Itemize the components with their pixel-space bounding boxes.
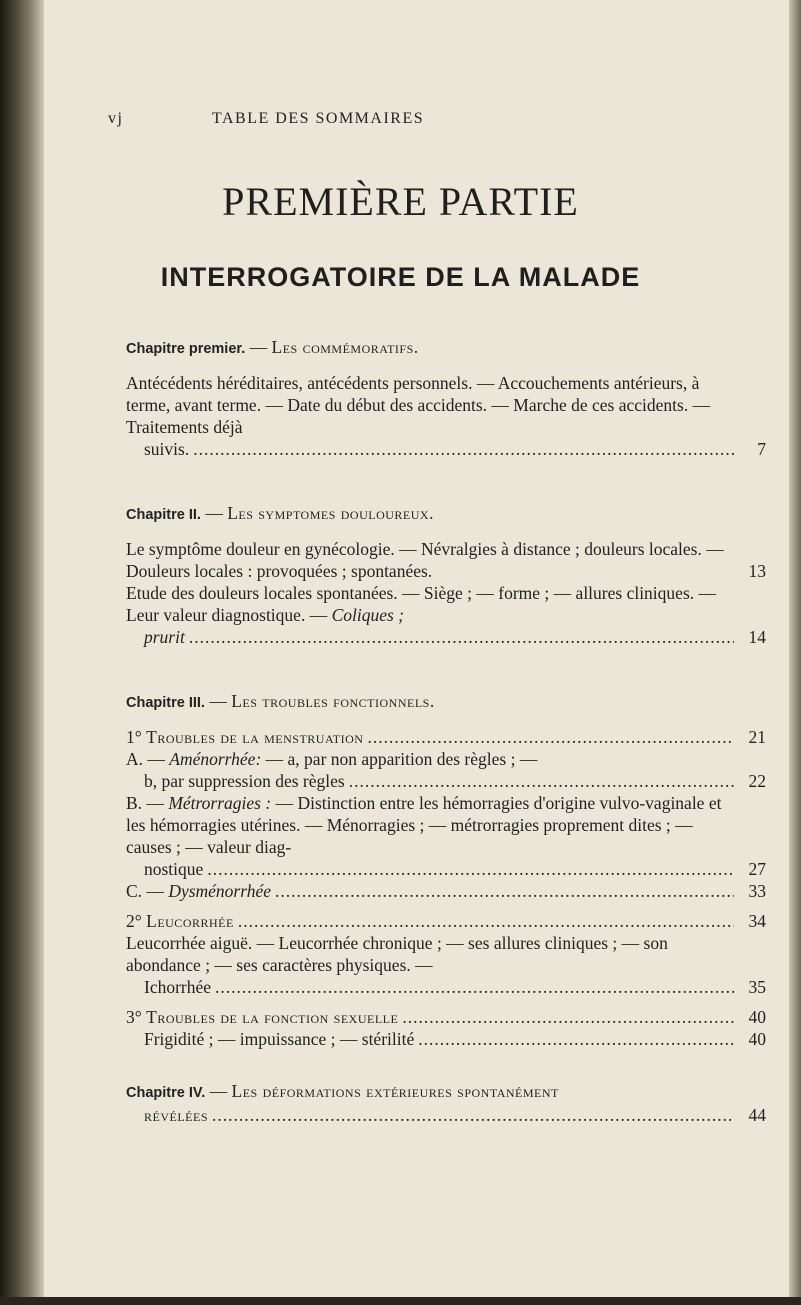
page-number: vj xyxy=(108,110,124,127)
toc-entry xyxy=(126,910,766,932)
entry-page: 13 xyxy=(748,561,766,581)
dot-leader xyxy=(215,976,734,998)
entry-page: 40 xyxy=(748,1029,766,1049)
entry-text: Antécédents héréditaires, antécédents personnels. — Accouchements antérieurs, à terme, avant terme. — Date du début des accidents. — Marche de ces accidents. — Traitements déjà xyxy=(126,373,711,437)
chapter-title: Les symptomes douloureux. xyxy=(227,503,434,523)
section-title: Troubles de la fonction sexuelle xyxy=(146,1007,399,1027)
section-number: 2° xyxy=(126,911,142,931)
dot-leader xyxy=(193,438,734,460)
entry-text-italic: Métrorragies : xyxy=(168,793,272,813)
chapter-label: Chapitre IV. xyxy=(126,1085,206,1101)
entry-text-last: b, par suppression des règles xyxy=(144,771,345,791)
entry-page: 40 xyxy=(748,1007,766,1027)
entry-page: 35 xyxy=(748,977,766,997)
page-edge-bottom xyxy=(0,1297,801,1305)
dot-leader xyxy=(189,626,734,648)
entry-page: 7 xyxy=(757,439,766,459)
toc-entry xyxy=(126,880,766,902)
chapter-title: Les déformations extérieures spontanément xyxy=(231,1081,559,1101)
entry-text: — Distinction entre les hémorragies d'origine vulvo-vaginale et les hémorragies utérines. — Ménorragies ; — métrorragies proprement dites ; — causes ; — valeur diag- xyxy=(126,793,722,857)
entry-prefix: A. — xyxy=(126,749,165,769)
chapter-title: Les commémoratifs. xyxy=(271,337,419,357)
dot-leader xyxy=(418,1028,734,1050)
section-title: Troubles de la menstruation xyxy=(146,727,364,747)
entry-text: Frigidité ; — impuissance ; — stérilité xyxy=(144,1029,415,1049)
toc-entry xyxy=(126,792,766,880)
entry-text-last: nostique xyxy=(144,859,204,879)
chapter-label: Chapitre III. xyxy=(126,695,205,711)
dot-leader xyxy=(238,910,734,932)
dot-leader xyxy=(275,880,734,902)
section-number: 3° xyxy=(126,1007,142,1027)
toc-entry xyxy=(126,1028,766,1050)
entry-text-italic: Dysménorrhée xyxy=(168,881,272,901)
section-number: 1° xyxy=(126,727,142,747)
toc-entry xyxy=(126,372,766,460)
dot-leader xyxy=(367,726,734,748)
entry-text: Le symptôme douleur en gynécologie. — Névralgies à distance ; douleurs locales. — Douleurs locales : provoquées ; spontanées. xyxy=(126,539,724,581)
section-title: INTERROGATOIRE DE LA MALADE xyxy=(160,262,641,292)
entry-page: 21 xyxy=(748,727,766,747)
chapter-title: Les troubles fonctionnels. xyxy=(231,691,435,711)
toc-entry xyxy=(126,538,766,582)
chapter-label: Chapitre premier. xyxy=(126,341,246,357)
toc-entry xyxy=(126,726,766,748)
chapter-3-heading: Chapitre III. — Les troubles fonctionnels. xyxy=(126,691,435,711)
entry-text-italic: Aménorrhée: xyxy=(169,749,262,769)
entry-prefix: B. — xyxy=(126,793,164,813)
chapter-1-heading: Chapitre premier. — Les commémoratifs. xyxy=(126,337,419,357)
entry-page: 33 xyxy=(748,881,766,901)
entry-page: 27 xyxy=(748,859,766,879)
entry-prefix: C. — xyxy=(126,881,164,901)
dot-leader xyxy=(402,1006,734,1028)
entry-text: Etude des douleurs locales spontanées. — Siège ; — forme ; — allures cliniques. — Leur valeur diagnostique. — xyxy=(126,583,717,625)
entry-text-last: prurit xyxy=(144,627,185,647)
entry-page: 34 xyxy=(748,911,766,931)
chapter-title-last: révélées xyxy=(144,1105,208,1125)
chapter-4-heading: Chapitre IV. — Les déformations extérieures spontanément révélées ..... 44 xyxy=(126,1080,766,1126)
entry-text-last: suivis. xyxy=(144,439,190,459)
entry-page: 22 xyxy=(748,771,766,791)
entry-text: Leucorrhée aiguë. — Leucorrhée chronique ; — ses allures cliniques ; — son abondance ; — ses caractères physiques. — xyxy=(126,933,668,975)
toc-entry xyxy=(126,932,766,998)
toc-entry xyxy=(126,582,766,648)
section-title: Leucorrhée xyxy=(146,911,234,931)
toc-entry xyxy=(126,748,766,792)
entry-text: — a, par non apparition des règles ; — xyxy=(265,749,538,769)
entry-page: 14 xyxy=(748,627,766,647)
entry-text-last: Ichorrhée xyxy=(144,977,212,997)
part-title: PREMIÈRE PARTIE xyxy=(222,179,579,224)
entry-page: 44 xyxy=(748,1105,766,1125)
running-title: TABLE DES SOMMAIRES xyxy=(212,110,425,127)
dot-leader xyxy=(212,1104,734,1126)
chapter-label: Chapitre II. xyxy=(126,507,201,523)
toc-entry xyxy=(126,1006,766,1028)
chapter-2-heading: Chapitre II. — Les symptomes douloureux. xyxy=(126,503,434,523)
entry-text-italic: Coliques ; xyxy=(331,605,405,625)
dot-leader xyxy=(207,858,734,880)
dot-leader xyxy=(349,770,734,792)
table-of-contents xyxy=(126,336,766,1126)
